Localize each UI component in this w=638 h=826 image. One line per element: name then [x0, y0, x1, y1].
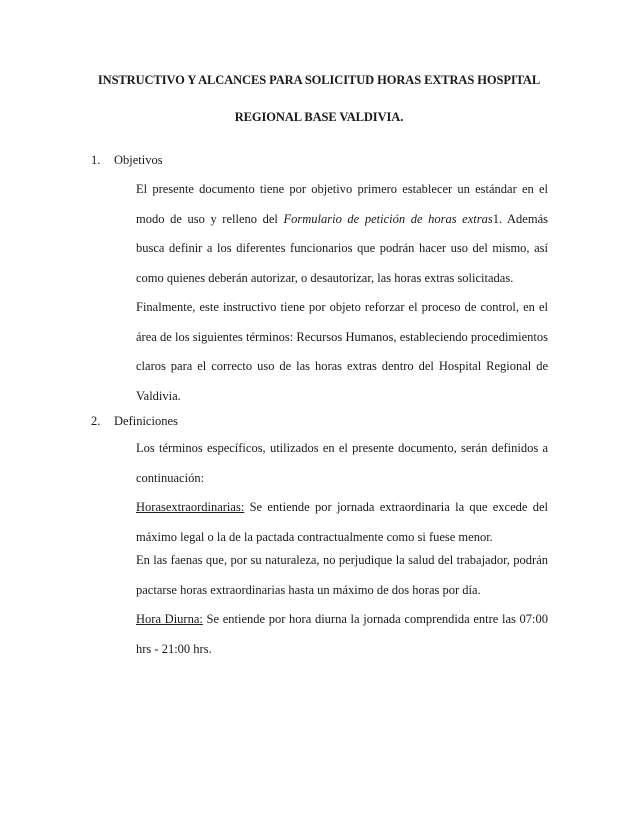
text-line: Horasextraordinarias: Se entiende por jornada extraordinaria la que excede del: [136, 500, 548, 514]
term-horas-extraordinarias: Horasextraordinarias:: [136, 500, 245, 514]
text-line: hrs - 21:00 hrs.: [136, 641, 212, 656]
text-line: El presente documento tiene por objetivo primero establecer un estándar en el: [136, 182, 548, 196]
text-line: modo de uso y relleno del Formulario de petición de horas extras1. Además: [136, 211, 548, 226]
text-line: área de los siguientes términos: Recursos Humanos, estableciendo procedimientos: [136, 329, 548, 344]
section-1-paragraph-2: [136, 293, 548, 411]
section-2-paragraph-2: [136, 493, 548, 552]
text-line: claros para el correcto uso de las horas extras dentro del Hospital Regional de: [136, 359, 548, 373]
section-2-title: Definiciones: [114, 414, 178, 428]
text-line: Valdivia.: [136, 388, 181, 403]
text-line: continuación:: [136, 470, 205, 485]
document-title-line-1: INSTRUCTIVO Y ALCANCES PARA SOLICITUD HORAS EXTRAS HOSPITAL: [97, 73, 541, 87]
section-2-number: 2.: [91, 414, 101, 428]
section-1-title: Objetivos: [114, 153, 163, 167]
section-2-paragraph-3: [136, 546, 548, 605]
document-title-line-2: REGIONAL BASE VALDIVIA.: [234, 110, 404, 124]
text-line: busca definir a los diferentes funcionarios que podrán hacer uso del mismo, así: [136, 241, 548, 255]
term-hora-diurna: Hora Diurna:: [136, 612, 203, 626]
section-2-paragraph-4: [136, 605, 548, 664]
text-line: Hora Diurna: Se entiende por hora diurna la jornada comprendida entre las 07:00: [136, 612, 549, 626]
text-line: máximo legal o la de la pactada contractualmente como si fuese menor.: [136, 529, 493, 544]
text-line: Los términos específicos, utilizados en el presente documento, serán definidos a: [136, 441, 548, 455]
section-1-number: 1.: [91, 153, 101, 167]
text-line: Finalmente, este instructivo tiene por objeto reforzar el proceso de control, en el: [136, 300, 548, 314]
text-line: pactarse horas extraordinarias hasta un máximo de dos horas por día.: [136, 582, 481, 597]
section-1-paragraph-1: [136, 175, 548, 293]
text-line: como quienes deberán autorizar, o desautorizar, las horas extras solicitadas.: [136, 270, 514, 285]
text-line: En las faenas que, por su naturaleza, no perjudique la salud del trabajador, podrán: [136, 553, 548, 567]
section-2-paragraph-1: [136, 434, 548, 493]
form-name-italic: Formulario de petición de horas extras: [283, 211, 493, 226]
